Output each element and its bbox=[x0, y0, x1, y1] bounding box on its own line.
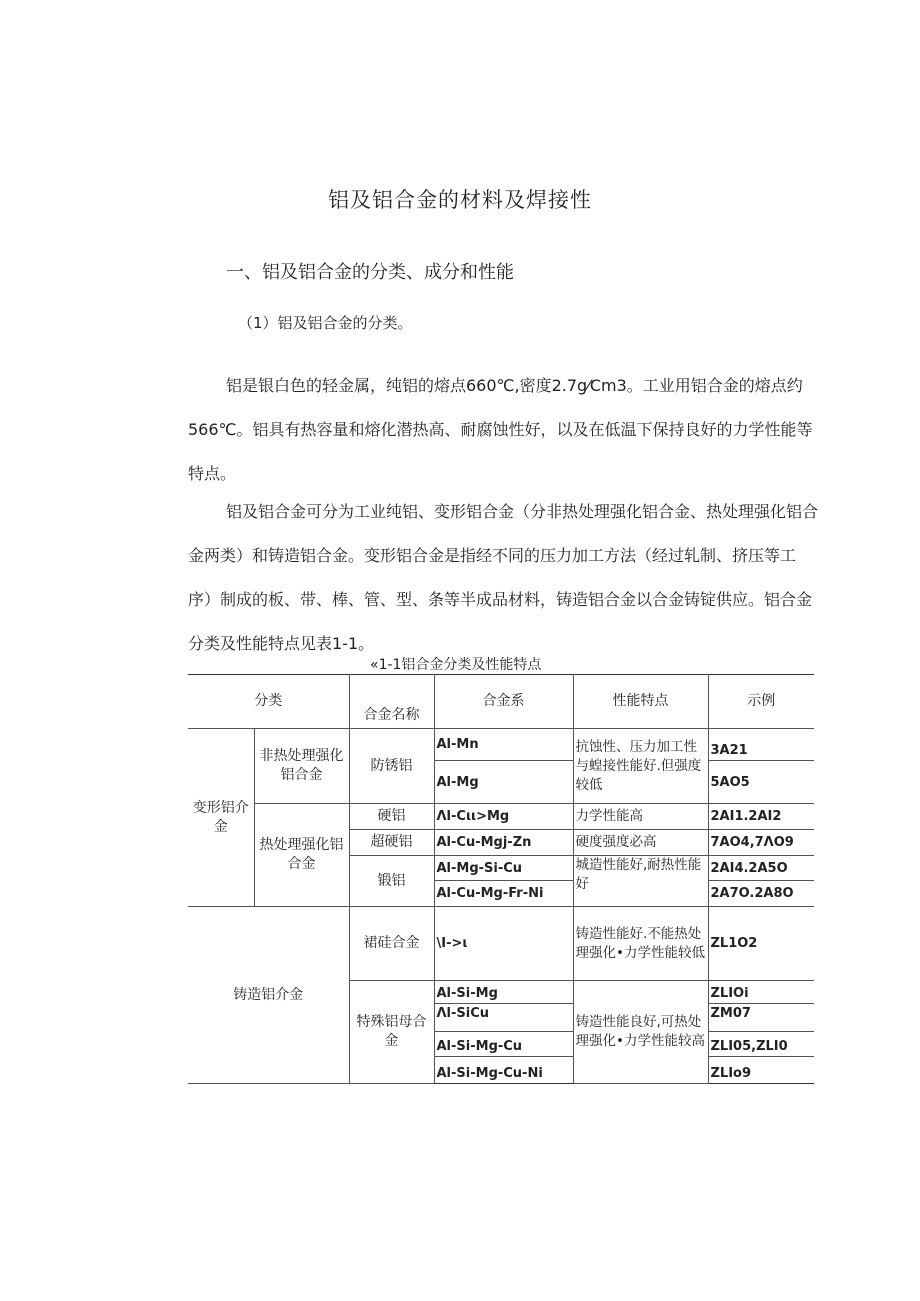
example-zl102: ZL1O2 bbox=[708, 907, 814, 981]
header-alloy-system: 合金系 bbox=[434, 675, 573, 729]
example-3a21: 3A21 bbox=[708, 729, 814, 761]
subcategory-non-heat-treatable: 非热处理强化铝合金 bbox=[254, 729, 349, 804]
system-s4: Al-Si-Mg-Cu-Ni bbox=[434, 1057, 573, 1084]
system-al-mg: Al-Mg bbox=[434, 761, 573, 804]
system-al-mn: Al-Mn bbox=[434, 729, 573, 761]
example-s2: ZM07 bbox=[708, 1004, 814, 1032]
header-properties: 性能特点 bbox=[573, 675, 708, 729]
properties-forged: 城造性能好,耐热性能好 bbox=[573, 856, 708, 907]
example-hard: 2AI1.2AI2 bbox=[708, 804, 814, 830]
properties-al-si: 铸造性能好.不能热处理强化•力学性能较低 bbox=[573, 907, 708, 981]
header-alloy-name: 合金名称 bbox=[349, 675, 434, 729]
system-forged-2: Al-Cu-Mg-Fr-Ni bbox=[434, 881, 573, 907]
table-row bbox=[188, 729, 814, 761]
example-forged-1: 2AI4.2A5O bbox=[708, 856, 814, 881]
system-superhard: Al-Cu-Mgj-Zn bbox=[434, 830, 573, 856]
alloy-name-forged: 锻铝 bbox=[349, 856, 434, 907]
paragraph-1: 铝是银白色的轻金属，纯铝的熔点660℃,密度2.7g⁄Cm3。工业用铝合金的熔点约566℃。铝具有热容量和熔化潜热高、耐腐蚀性好，以及在低温下保持良好的力学性能等特点。 bbox=[188, 376, 813, 483]
properties-special: 铸造性能良好,可热处理强化•力学性能较高 bbox=[573, 981, 708, 1084]
table-row bbox=[188, 907, 814, 981]
system-al-si: \I->ι bbox=[434, 907, 573, 981]
table-row bbox=[188, 804, 814, 830]
subcategory-heat-treatable: 热处理强化铝合金 bbox=[254, 804, 349, 907]
properties-superhard: 硬度强度必高 bbox=[573, 830, 708, 856]
example-5a05: 5AO5 bbox=[708, 761, 814, 804]
category-cast: 铸造铝介金 bbox=[188, 907, 349, 1084]
example-s1: ZLIOi bbox=[708, 981, 814, 1004]
system-s1: Al-Si-Mg bbox=[434, 981, 573, 1004]
system-s3: Al-Si-Mg-Cu bbox=[434, 1032, 573, 1057]
document-title: 铝及铝合金的材料及焊接性 bbox=[328, 188, 592, 212]
alloy-classification-table bbox=[188, 674, 814, 1084]
subsection-heading: （1）铝及铝合金的分类。 bbox=[238, 314, 413, 332]
properties-hard: 力学性能高 bbox=[573, 804, 708, 830]
example-s3: ZLI05,ZLI0 bbox=[708, 1032, 814, 1057]
example-forged-2: 2A7O.2A8O bbox=[708, 881, 814, 907]
table-header-row bbox=[188, 675, 814, 729]
table-caption: «1-1铝合金分类及性能特点 bbox=[370, 657, 542, 673]
alloy-name-rustproof: 防锈铝 bbox=[349, 729, 434, 804]
alloy-name-al-si: 裙硅合金 bbox=[349, 907, 434, 981]
header-category: 分类 bbox=[188, 675, 349, 729]
section-heading: 一、铝及铝合金的分类、成分和性能 bbox=[226, 262, 514, 283]
alloy-name-hard: 硬铝 bbox=[349, 804, 434, 830]
paragraph-2: 铝及铝合金可分为工业纯铝、变形铝合金（分非热处理强化铝合金、热处理强化铝合金两类）和铸造铝合金。变形铝合金是指经不同的压力加工方法（经过轧制、挤压等工序）制成的板、带、棒、管、型、条等半成品材料，铸造铝合金以合金铸锭供应。铝合金分类及性能特点见表1-1。 bbox=[188, 502, 819, 653]
example-s4: ZLIo9 bbox=[708, 1057, 814, 1084]
alloy-name-superhard: 超硬铝 bbox=[349, 830, 434, 856]
alloy-name-special: 特殊铝母合金 bbox=[349, 981, 434, 1084]
example-superhard: 7AO4,7ΛO9 bbox=[708, 830, 814, 856]
category-wrought: 变形铝介金 bbox=[188, 729, 254, 907]
header-example: 示例 bbox=[708, 675, 814, 729]
properties-rustproof: 抗蚀性、压力加工性与蝗接性能好.但强度较低 bbox=[573, 729, 708, 804]
system-hard: Λl-Cιι>Mg bbox=[434, 804, 573, 830]
system-forged-1: Al-Mg-Si-Cu bbox=[434, 856, 573, 881]
system-s2: Λl-SiCu bbox=[434, 1004, 573, 1032]
